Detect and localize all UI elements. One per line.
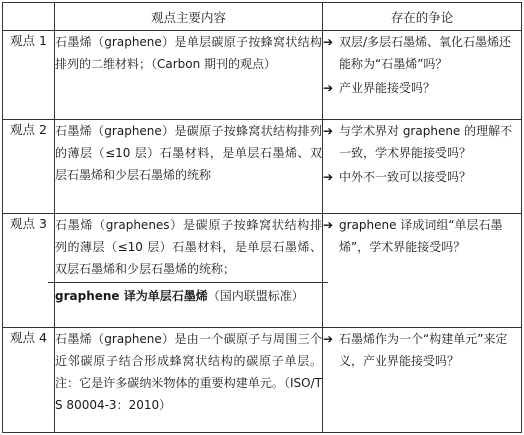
issue-text: 与学术界对 graphene 的理解不一致，学术界能接受吗？ — [339, 124, 513, 160]
arrow-right-icon: ➔ — [323, 124, 334, 138]
content-note-bold: graphene 译为单层石墨烯 — [55, 289, 208, 303]
row-content — [55, 328, 323, 433]
header-main-content: 观点主要内容 — [55, 3, 323, 31]
row-content — [55, 120, 323, 214]
arrow-right-icon: ➔ — [323, 218, 334, 232]
issue-item — [323, 166, 521, 188]
issue-item — [323, 77, 521, 99]
issue-text: 双层/多层石墨烯、氧化石墨烯还能称为“石墨烯”吗？ — [339, 35, 512, 71]
arrow-right-icon: ➔ — [323, 81, 334, 95]
row-content — [55, 214, 323, 328]
issue-text: graphene 译成词组“单层石墨烯”，学术界能接受吗？ — [339, 218, 503, 254]
row-label: 观点 1 — [3, 31, 55, 120]
issue-item — [323, 31, 521, 75]
header-row — [3, 3, 522, 31]
row-issues — [323, 214, 522, 328]
row-content — [55, 31, 323, 120]
arrow-right-icon: ➔ — [323, 170, 334, 184]
table-row — [3, 31, 522, 120]
issue-text: 石墨烯作为一个“构建单元”来定义，产业界能接受吗？ — [339, 332, 508, 368]
table-row — [3, 120, 522, 214]
table-row — [3, 328, 522, 433]
content-text: 石墨烯（graphenes）是碳原子按蜂窝状结构排列的薄层（≤10 层）石墨材料，是单层石墨烯、双层石墨烯和少层石墨烯的统称； — [55, 218, 322, 276]
table-row — [3, 214, 522, 328]
row-label: 观点 4 — [3, 328, 55, 433]
issue-item — [323, 214, 521, 258]
content-text: 石墨烯（graphene）是碳原子按蜂窝状结构排列的薄层（≤10 层）石墨材料，是单层石墨烯、双层石墨烯和少层石墨烯的统称 — [55, 124, 322, 182]
issue-item — [323, 328, 521, 372]
row-label: 观点 2 — [3, 120, 55, 214]
issue-text: 中外不一致可以接受吗？ — [339, 170, 472, 184]
issue-item — [323, 120, 521, 164]
content-text: 石墨烯（graphene）是由一个碳原子与周围三个近邻碳原子结合形成蜂窝状结构的碳原子单层。注：它是许多碳纳米物体的重要构建单元。（ISO/TS 80004-3：2010） — [55, 332, 322, 412]
header-empty-cell — [3, 3, 55, 31]
header-controversy: 存在的争论 — [323, 3, 522, 31]
row-issues — [323, 120, 522, 214]
content-text: 石墨烯（graphene）是单层碳原子按蜂窝状结构排列的二维材料；（Carbon 期刊的观点） — [55, 35, 322, 71]
arrow-right-icon: ➔ — [323, 35, 334, 49]
issue-text: 产业界能接受吗？ — [339, 81, 436, 95]
graphene-definition-table — [2, 2, 522, 433]
content-note-source: （国内联盟标准） — [207, 289, 304, 303]
row-issues — [323, 328, 522, 433]
row-label: 观点 3 — [3, 214, 55, 328]
arrow-right-icon: ➔ — [323, 332, 334, 346]
content-note — [48, 282, 328, 307]
row-issues — [323, 31, 522, 120]
